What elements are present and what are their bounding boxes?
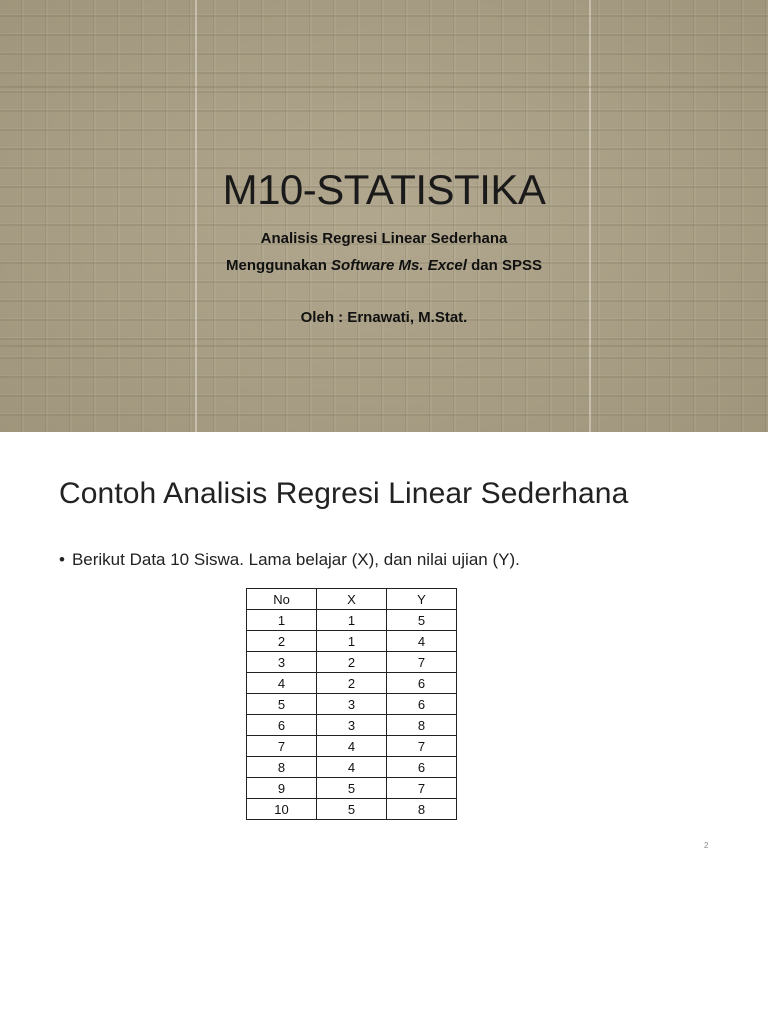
cell-no: 6 — [247, 715, 317, 736]
background-divider — [0, 86, 768, 88]
bullet-item — [59, 550, 520, 570]
cell-x: 5 — [317, 778, 387, 799]
slide-title: Contoh Analisis Regresi Linear Sederhana — [59, 477, 629, 510]
cell-no: 2 — [247, 631, 317, 652]
cell-x: 1 — [317, 631, 387, 652]
table-row — [247, 799, 457, 820]
title-slide — [0, 0, 768, 432]
cell-x: 5 — [317, 799, 387, 820]
page-number: 2 — [704, 841, 709, 850]
cell-y: 4 — [387, 631, 457, 652]
table-header-row — [247, 589, 457, 610]
slide-author: Oleh : Ernawati, M.Stat. — [300, 309, 468, 326]
cell-x: 1 — [317, 610, 387, 631]
table-row — [247, 652, 457, 673]
table-row — [247, 694, 457, 715]
cell-x: 4 — [317, 757, 387, 778]
cell-no: 3 — [247, 652, 317, 673]
background-divider — [589, 0, 591, 432]
slide-subtitle-software — [0, 257, 768, 274]
cell-y: 5 — [387, 610, 457, 631]
table-row — [247, 757, 457, 778]
cell-no: 4 — [247, 673, 317, 694]
background-divider — [0, 345, 768, 347]
cell-x: 3 — [317, 694, 387, 715]
cell-no: 10 — [247, 799, 317, 820]
cell-no: 8 — [247, 757, 317, 778]
cell-x: 3 — [317, 715, 387, 736]
cell-y: 7 — [387, 778, 457, 799]
data-table — [246, 588, 457, 820]
subtitle-software-name: Software Ms. Excel — [331, 257, 467, 274]
table-row — [247, 631, 457, 652]
background-divider — [195, 0, 197, 432]
cell-y: 6 — [387, 673, 457, 694]
cell-x: 2 — [317, 673, 387, 694]
table-body — [247, 610, 457, 820]
cell-no: 1 — [247, 610, 317, 631]
table-row — [247, 778, 457, 799]
cell-y: 8 — [387, 799, 457, 820]
cell-y: 7 — [387, 736, 457, 757]
cell-y: 6 — [387, 694, 457, 715]
table-row — [247, 736, 457, 757]
column-header-y: Y — [387, 589, 457, 610]
column-header-no: No — [247, 589, 317, 610]
cell-y: 6 — [387, 757, 457, 778]
bullet-icon: • — [59, 550, 65, 569]
content-slide — [0, 432, 768, 864]
bullet-text: Berikut Data 10 Siswa. Lama belajar (X), dan nilai ujian (Y). — [71, 550, 520, 569]
subtitle-suffix: dan SPSS — [466, 257, 542, 274]
slide-title: M10-STATISTIKA — [222, 166, 546, 213]
cell-x: 4 — [317, 736, 387, 757]
cell-x: 2 — [317, 652, 387, 673]
table-row — [247, 715, 457, 736]
cell-y: 7 — [387, 652, 457, 673]
cell-no: 5 — [247, 694, 317, 715]
column-header-x: X — [317, 589, 387, 610]
table-row — [247, 610, 457, 631]
cell-no: 7 — [247, 736, 317, 757]
subtitle-prefix: Menggunakan — [226, 257, 332, 274]
slide-subtitle: Analisis Regresi Linear Sederhana — [260, 230, 508, 247]
cell-no: 9 — [247, 778, 317, 799]
table-row — [247, 673, 457, 694]
cell-y: 8 — [387, 715, 457, 736]
